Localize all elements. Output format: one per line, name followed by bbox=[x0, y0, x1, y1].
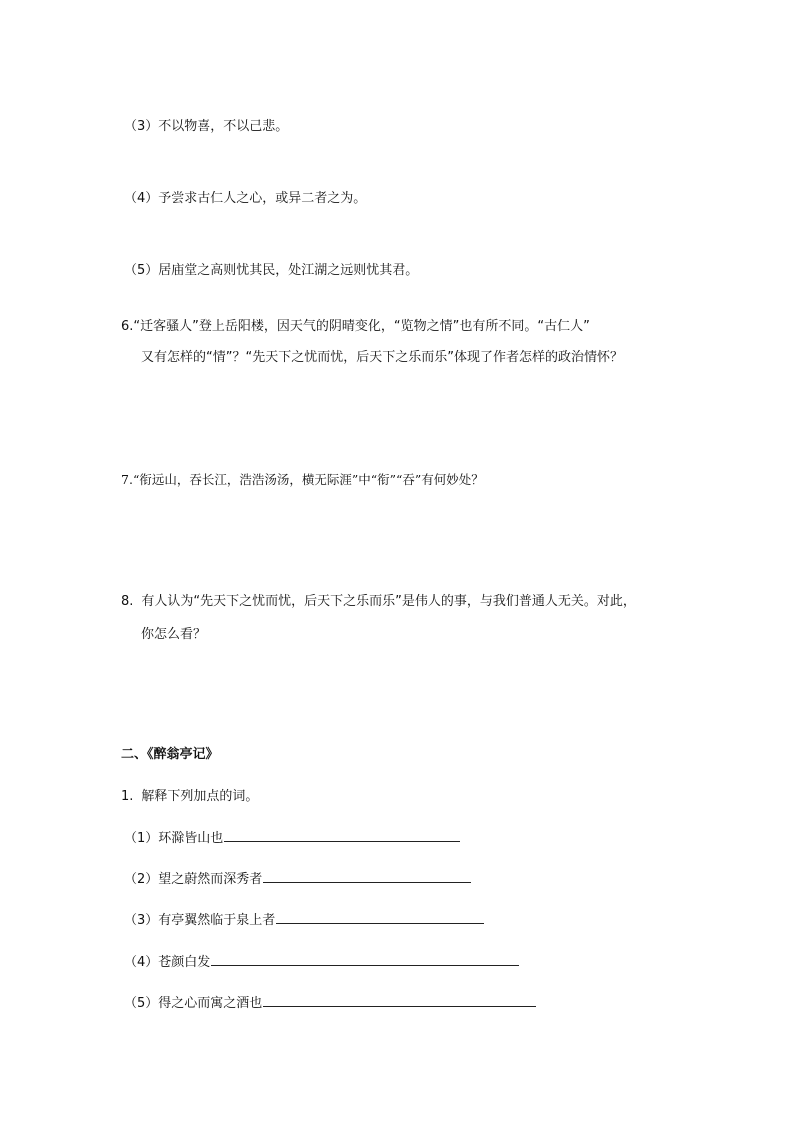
question-text: “衔远山，吞长江，浩浩汤汤，横无际涯”中“衔”“吞”有何妙处？ bbox=[132, 472, 484, 487]
fill-in-item bbox=[124, 910, 484, 930]
item-number: （3） bbox=[124, 119, 159, 134]
item-text: 苍颜白发 bbox=[158, 955, 211, 970]
item-number: （2） bbox=[124, 872, 159, 887]
item-number: （3） bbox=[124, 913, 159, 928]
question-6-line-1 bbox=[121, 318, 590, 336]
question-text: 又有怎样的“情”？“先天下之忧而忧，后天下之乐而乐”体现了作者怎样的政治情怀？ bbox=[141, 350, 623, 365]
answer-blank[interactable] bbox=[263, 993, 536, 1007]
list-item bbox=[124, 190, 366, 208]
question-number: 6. bbox=[121, 319, 134, 334]
item-text: 居庙堂之高则忧其民，处江湖之远则忧其君。 bbox=[158, 263, 419, 278]
item-number: （1） bbox=[124, 831, 159, 846]
fill-in-item bbox=[124, 828, 460, 848]
item-text: 得之心而寓之酒也 bbox=[158, 996, 263, 1011]
question-text: “迁客骚人”登上岳阳楼，因天气的阴晴变化，“览物之情”也有所不同。“古仁人” bbox=[133, 319, 590, 334]
question-6-line-2 bbox=[141, 349, 623, 367]
item-text: 望之蔚然而深秀者 bbox=[158, 872, 263, 887]
question-1 bbox=[121, 788, 258, 806]
question-text: 你怎么看？ bbox=[141, 627, 207, 642]
answer-blank[interactable] bbox=[211, 952, 519, 966]
question-number: 8. bbox=[121, 594, 134, 609]
item-number: （5） bbox=[124, 263, 159, 278]
item-number: （5） bbox=[124, 996, 159, 1011]
fill-in-item bbox=[124, 993, 536, 1013]
list-item bbox=[124, 262, 418, 280]
item-text: 有亭翼然临于泉上者 bbox=[158, 913, 276, 928]
item-number: （4） bbox=[124, 191, 159, 206]
answer-blank[interactable] bbox=[224, 828, 460, 842]
fill-in-item bbox=[124, 952, 519, 972]
list-item bbox=[124, 118, 288, 136]
item-text: 予尝求古仁人之心，或异二者之为。 bbox=[158, 191, 367, 206]
question-8-line-1 bbox=[121, 593, 636, 611]
question-number: 7. bbox=[121, 472, 133, 487]
question-number: 1. bbox=[121, 789, 134, 804]
question-8-line-2 bbox=[141, 626, 206, 644]
question-text: 解释下列加点的词。 bbox=[141, 789, 259, 804]
answer-blank[interactable] bbox=[276, 910, 484, 924]
item-number: （4） bbox=[124, 955, 159, 970]
question-text: 有人认为“先天下之忧而忧，后天下之乐而乐”是伟人的事，与我们普通人无关。对此， bbox=[141, 594, 636, 609]
section-heading: 二、《醉翁亭记》 bbox=[121, 747, 219, 762]
question-7 bbox=[121, 471, 484, 489]
answer-blank[interactable] bbox=[263, 869, 471, 883]
item-text: 不以物喜，不以己悲。 bbox=[158, 119, 289, 134]
item-text: 环滁皆山也 bbox=[158, 831, 224, 846]
fill-in-item bbox=[124, 869, 471, 889]
